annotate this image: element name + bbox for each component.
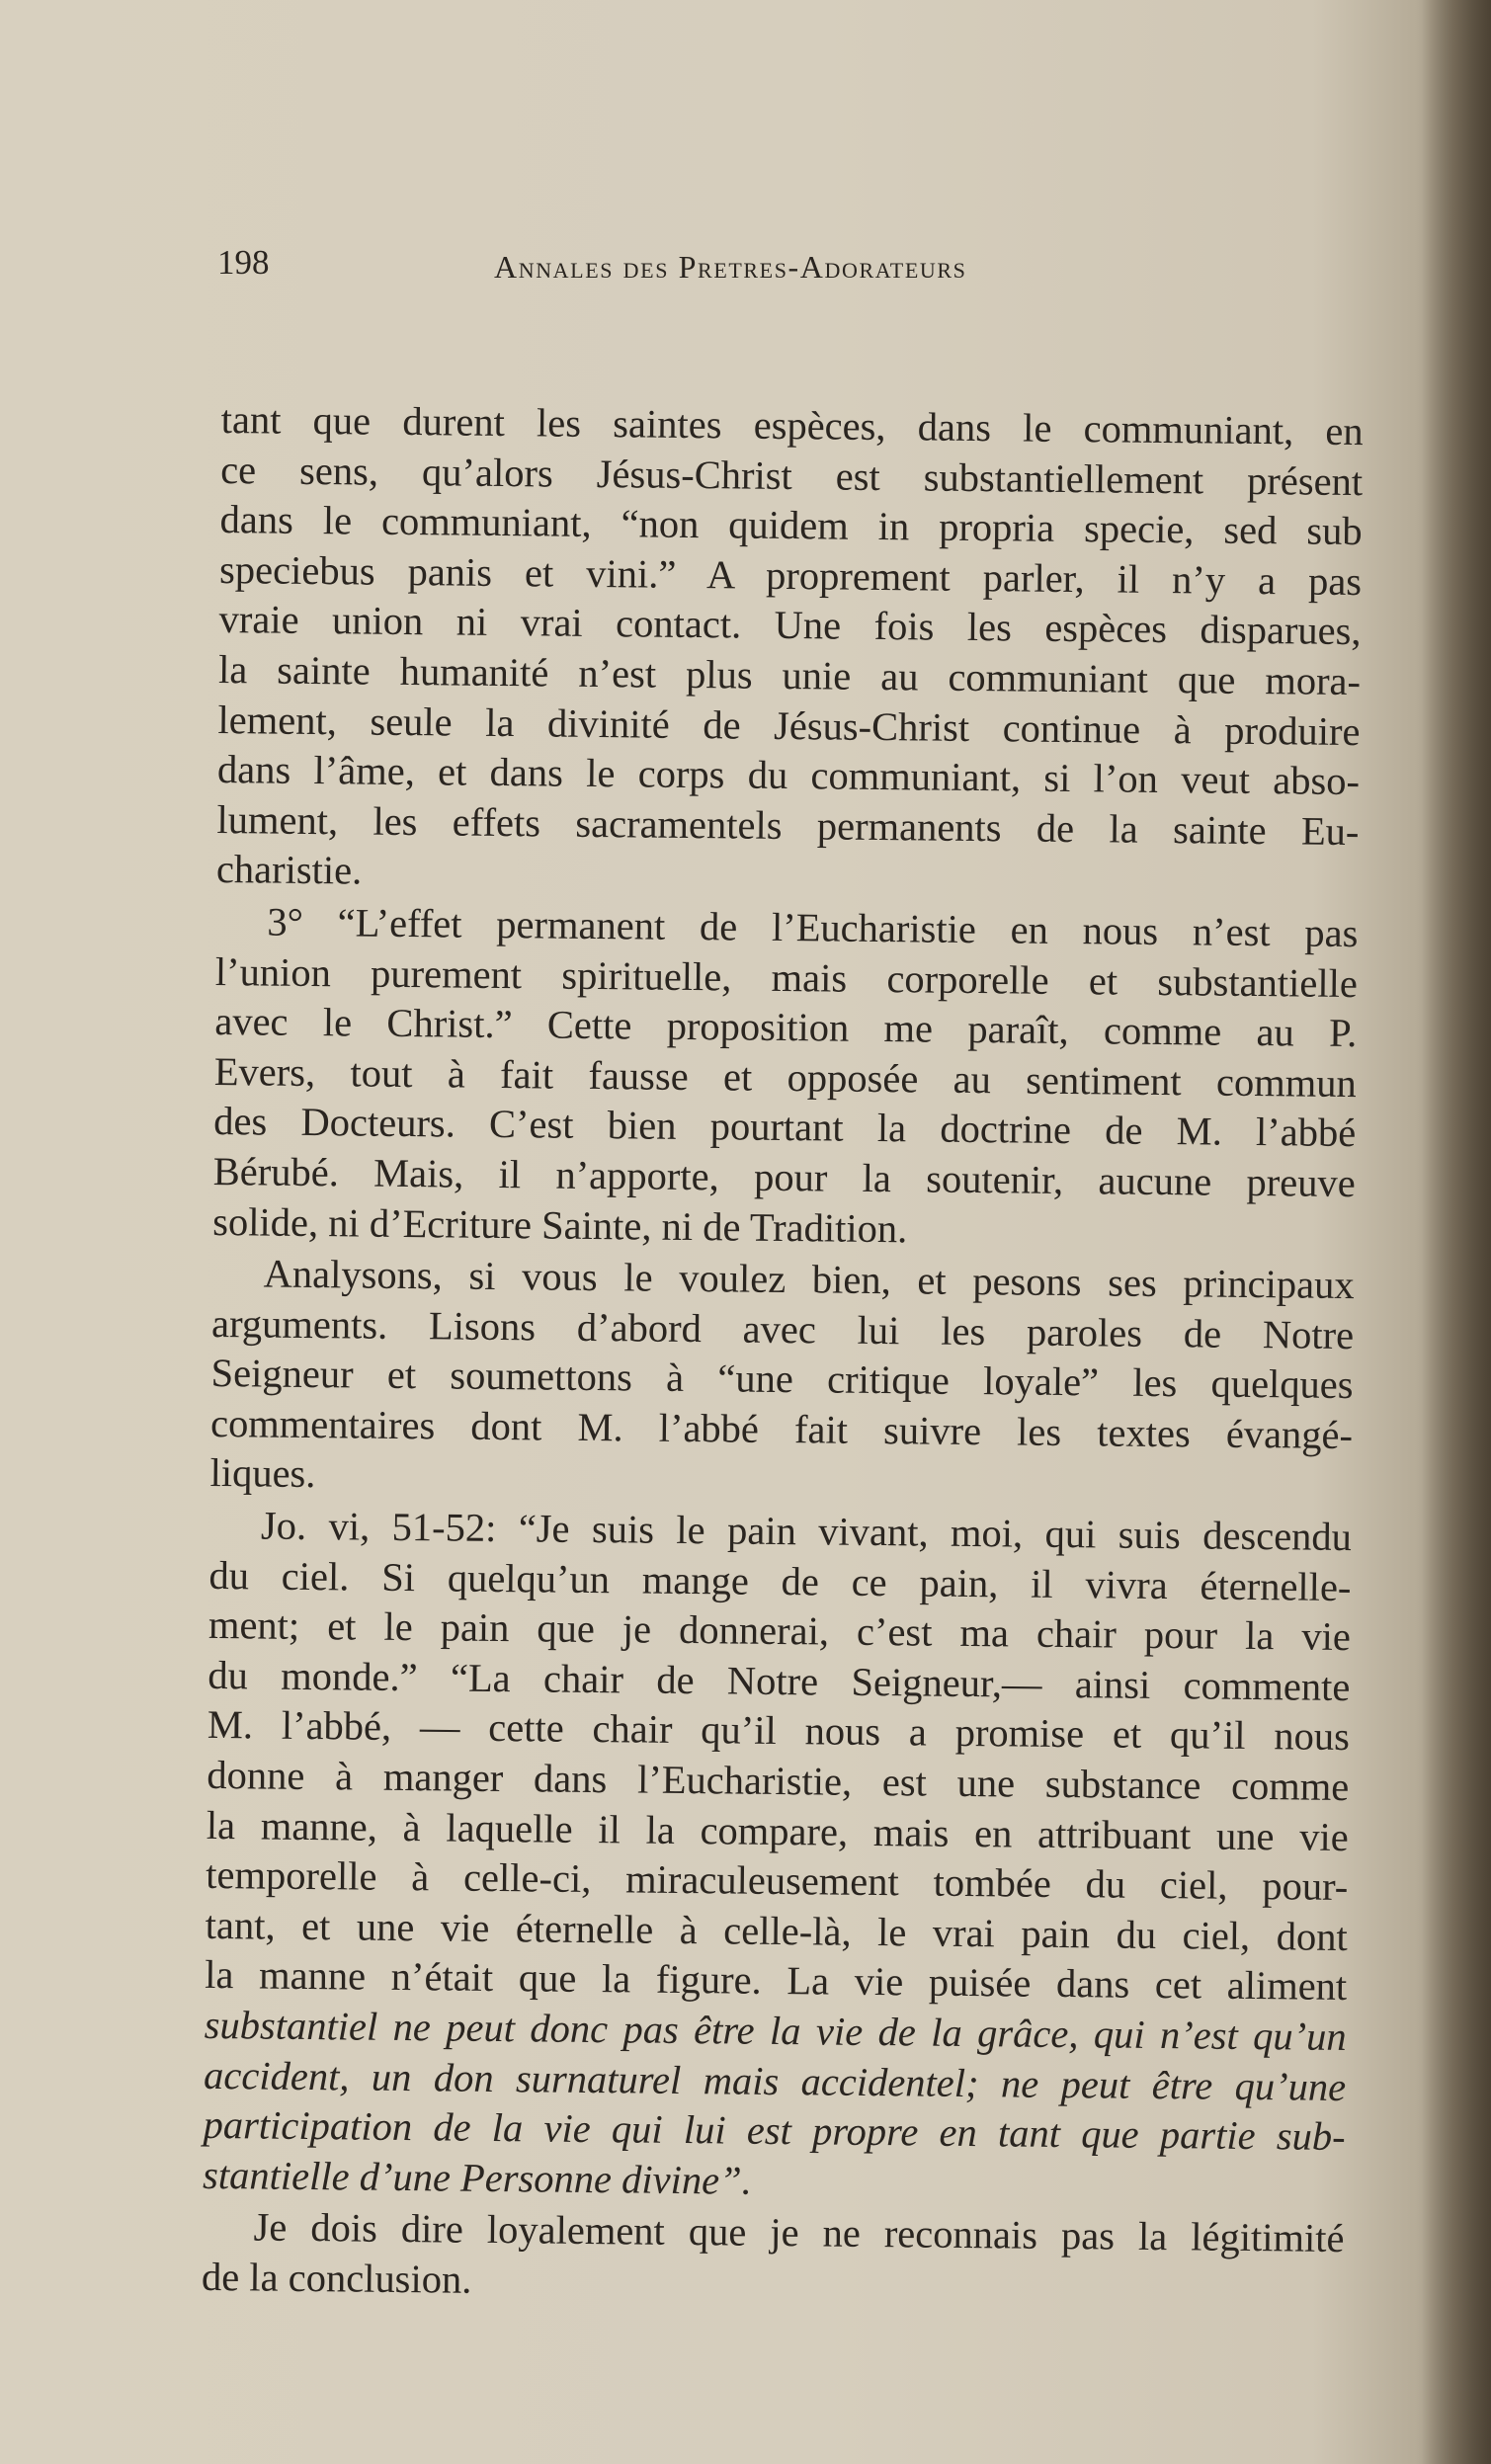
paragraph-3: [209, 1249, 1355, 1511]
text-line: l’union purement spirituelle, mais corporelle et substantielle: [214, 948, 1359, 1006]
text-line: du ciel. Si quelqu’un mange de ce pain, il vivra éternelle-: [208, 1552, 1352, 1609]
text-line: la manne n’était que la figure. La vie puisée dans cet aliment: [205, 1952, 1348, 2010]
text-line: Bérubé. Mais, il n’apporte, pour la soutenir, aucune preuve: [212, 1148, 1356, 1205]
text-line: arguments. Lisons d’abord avec lui les paroles de Notre: [210, 1300, 1355, 1357]
text-line: participation de la vie qui lui est propre en tant que partie sub-: [203, 2102, 1346, 2160]
text-line: ce sens, qu’alors Jésus-Christ est substantiellement présent: [219, 447, 1364, 504]
paragraph-4: [203, 1501, 1352, 2212]
text-line: substantiel ne peut donc pas être la vie de la grâce, qui n’est qu’un: [204, 2002, 1347, 2060]
text-line: Je dois dire loyalement que je ne reconnais pas la légitimité: [253, 2204, 1345, 2261]
text-line: charistie.: [215, 847, 363, 893]
page-edge-shadow: [1422, 0, 1491, 2464]
text-line: tant que durent les saintes espèces, dans le communiant, en: [220, 396, 1364, 454]
text-line: Analysons, si vous le voulez bien, et pesons ses principaux: [263, 1251, 1355, 1308]
text-line: stantielle d’une Personne divine”.: [202, 2152, 752, 2203]
text-line: liques.: [209, 1450, 316, 1497]
text-line: la sainte humanité n’est plus unie au communiant que mora-: [217, 646, 1362, 704]
text-line: temporelle à celle-ci, miraculeusement tombée du ciel, pour-: [206, 1852, 1349, 1910]
page-number: 198: [217, 243, 270, 282]
text-line: du monde.” “La chair de Notre Seigneur,— ainsi commente: [207, 1652, 1351, 1709]
paragraph-5: [202, 2202, 1345, 2314]
text-line: vraie union ni vrai contact. Une fois les espèces disparues,: [218, 597, 1362, 654]
text-line: speciebus panis et vini.” A proprement parler, il n’y a pas: [218, 546, 1363, 604]
running-head: Annales des Pretres-Adorateurs: [494, 249, 967, 285]
text-line: lument, les effets sacramentels permanents de la sainte Eu-: [216, 796, 1360, 854]
paragraph-2: [212, 897, 1359, 1259]
text-line: ment; et le pain que je donnerai, c’est ma chair pour la vie: [207, 1602, 1352, 1660]
text-line: solide, ni d’Ecriture Sainte, ni de Tradition.: [212, 1198, 908, 1251]
body-text: [202, 395, 1364, 2315]
text-line: de la conclusion.: [201, 2254, 472, 2302]
text-line: Evers, tout à fait fausse et opposée au sentiment commun: [213, 1048, 1358, 1106]
text-line: dans le communiant, “non quidem in propria specie, sed sub: [219, 497, 1363, 554]
paragraph-1: [216, 395, 1364, 907]
page-header: [217, 237, 1077, 296]
text-line: M. l’abbé, — cette chair qu’il nous a promise et qu’il nous: [207, 1702, 1351, 1760]
text-line: donne à manger dans l’Eucharistie, est une substance comme: [207, 1752, 1350, 1810]
text-line: tant, et une vie éternelle à celle-là, le vrai pain du ciel, dont: [205, 1902, 1348, 1959]
text-line: accident, un don surnaturel mais accidentel; ne peut être qu’une: [203, 2052, 1347, 2109]
text-line: commentaires dont M. l’abbé fait suivre les textes évangé-: [209, 1400, 1354, 1457]
text-line: Jo. vi, 51-52: “Je suis le pain vivant, moi, qui suis descendu: [260, 1503, 1353, 1560]
text-line: avec le Christ.” Cette proposition me paraît, comme au P.: [214, 999, 1358, 1056]
text-line: dans l’âme, et dans le corps du communiant, si l’on veut abso-: [216, 747, 1361, 804]
text-line: la manne, à laquelle il la compare, mais en attribuant une vie: [206, 1802, 1350, 1859]
text-line: lement, seule la divinité de Jésus-Christ continue à produire: [217, 697, 1361, 754]
text-line: des Docteurs. C’est bien pourtant la doctrine de M. l’abbé: [213, 1099, 1357, 1156]
text-line: 3° “L’effet permanent de l’Eucharistie en nous n’est pas: [267, 899, 1359, 956]
text-line: Seigneur et soumettons à “une critique loyale” les quelques: [210, 1351, 1354, 1408]
